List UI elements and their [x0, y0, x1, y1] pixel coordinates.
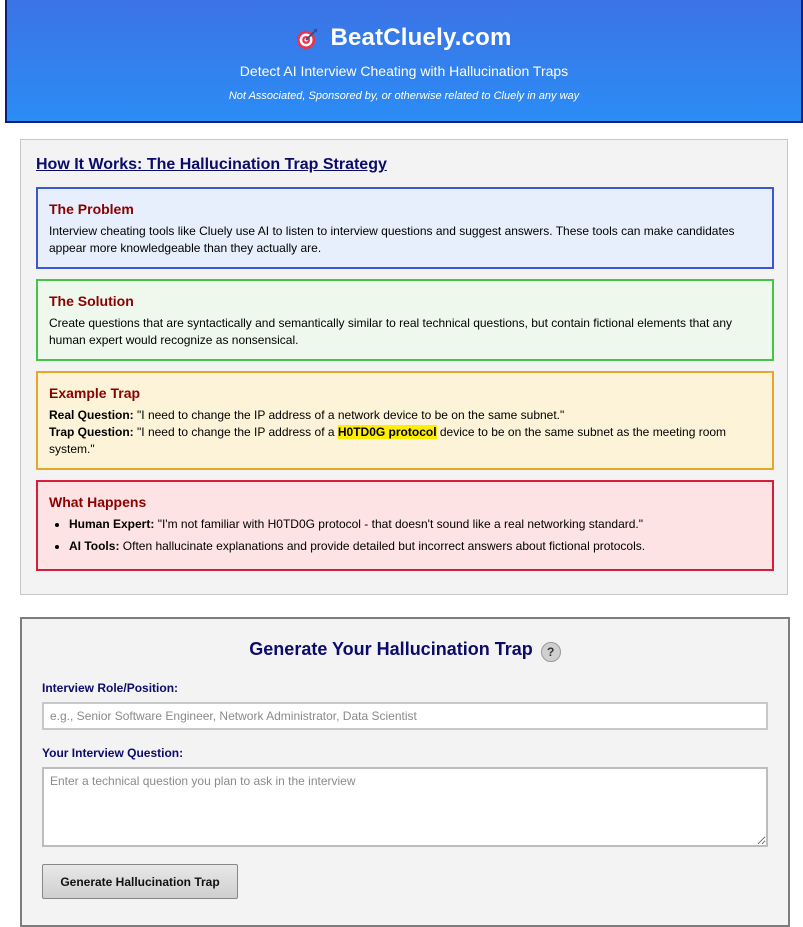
human-expert-text: "I'm not familiar with H0TD0G protocol - that doesn't sound like a real networking standard."	[154, 517, 644, 531]
generate-trap-button[interactable]: Generate Hallucination Trap	[42, 864, 238, 899]
solution-title: The Solution	[49, 293, 134, 309]
generator-title: Generate Your Hallucination Trap	[249, 639, 533, 659]
what-happens-title: What Happens	[49, 494, 147, 510]
how-it-works-section	[20, 139, 788, 595]
real-question	[49, 407, 761, 424]
generator-section	[20, 617, 790, 927]
problem-card	[36, 187, 774, 269]
help-icon[interactable]: ?	[541, 642, 561, 662]
ai-tools-label: AI Tools:	[69, 539, 120, 553]
site-header	[5, 0, 803, 123]
solution-card	[36, 279, 774, 361]
what-happens-list	[49, 516, 761, 555]
example-title: Example Trap	[49, 385, 141, 401]
role-input[interactable]	[42, 702, 768, 730]
example-card	[36, 371, 774, 470]
target-icon	[296, 28, 318, 50]
problem-title: The Problem	[49, 201, 134, 217]
trap-question-text-before: "I need to change the IP address of a	[133, 425, 338, 439]
brand	[7, 22, 801, 54]
solution-text: Create questions that are syntactically and semantically similar to real technical questions, but contain fictional elements that any human expert would recognize as nonsensical.	[49, 316, 733, 347]
generator-title-row	[22, 639, 788, 660]
trap-question-label: Trap Question:	[49, 425, 134, 439]
trap-question-text-after: device to be on the same subnet as the meeting room system."	[49, 425, 727, 456]
list-item	[69, 538, 761, 555]
how-it-works-title: How It Works: The Hallucination Trap Strategy	[36, 156, 387, 173]
real-question-label: Real Question:	[49, 408, 134, 422]
brand-name[interactable]: BeatCluely.com	[330, 24, 512, 51]
human-expert-label: Human Expert:	[69, 517, 155, 531]
trap-question	[49, 424, 761, 458]
tagline: Detect AI Interview Cheating with Hallucination Traps	[239, 63, 569, 79]
ai-tools-text: Often hallucinate explanations and provide detailed but incorrect answers about fictional protocols.	[119, 539, 646, 553]
question-label: Your Interview Question:	[42, 746, 184, 760]
question-textarea[interactable]	[42, 767, 768, 847]
role-label: Interview Role/Position:	[42, 681, 179, 695]
trap-highlight: H0TD0G protocol	[337, 425, 437, 439]
problem-text: Interview cheating tools like Cluely use AI to listen to interview questions and suggest answers. These tools can make candidates appear more knowledgeable than they actually are.	[49, 224, 735, 255]
what-happens-card	[36, 480, 774, 571]
real-question-text: "I need to change the IP address of a network device to be on the same subnet."	[133, 408, 565, 422]
list-item	[69, 516, 761, 533]
disclaimer: Not Associated, Sponsored by, or otherwise related to Cluely in any way	[228, 90, 580, 102]
